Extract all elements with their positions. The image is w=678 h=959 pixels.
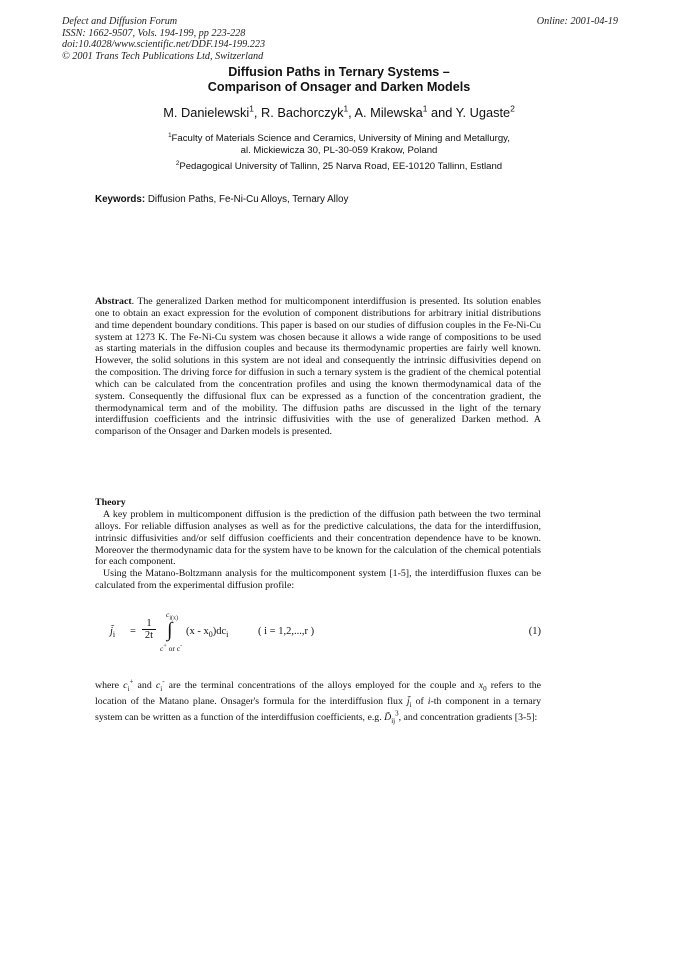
- theory-paragraph-2: Using the Matano-Boltzmann analysis for the multicomponent system [1-5], the interdiffusion fluxes can be calculated from the experimental diffusion profile:: [95, 568, 541, 592]
- affiliation-text: Pedagogical University of Tallinn, 25 Narva Road, EE-10120 Tallinn, Estland: [179, 161, 503, 172]
- abstract-text: . The generalized Darken method for multicomponent interdiffusion is presented. Its solution enables one to obtain an exact expression for the evolution of component distributions for arbitrary initial distributions and time dependent boundary conditions. This paper is based on our studies of diffusion couples in the Fe-Ni-Cu system at 1273 K. The Fe-Ni-Cu system was chosen because it allows a wide range of compositions to be used as starting materials in the diffusion couples and because its thermodynamic properties are fairly well known. However, the solid solutions in this system are not ideal and consequently the intrinsic diffusivities depend on the composition. The driving force for diffusion in such a ternary system is the gradient of the chemical potential which can be calculated from the concentration profiles and using the known thermodynamical data of the system. Consequently the diffusional flux can be expressed as a function of the concentration gradient, the thermodynamical term and of the mobility. The diffusion paths are discussed in the light of the ternary interdiffusion coefficients and the intrinsic diffusivities with the use of generalized Darken method. A comparison of the Onsager and Darken models is presented.: [95, 296, 541, 438]
- integral-upper-limit: $c_{i(x)}$: [166, 610, 179, 622]
- author-name: M. Danielewski: [163, 105, 250, 120]
- keywords-text: Diffusion Paths, Fe-Ni-Cu Alloys, Ternary Alloy: [145, 194, 349, 205]
- fraction-numerator: 1: [142, 618, 156, 630]
- keywords: [95, 194, 348, 205]
- affiliation-marker: 1: [343, 103, 349, 114]
- paragraph-after-equation: where $c_i^+$ and $c_i^-$ are the terminal concentrations of the alloys employed for the couple and $x_0$ refers to the location of the Matano plane. Onsager's formula for the interdiffusion flux $j̃_i$ of i-th component in a ternary system can be written as a function of the interdiffusion coefficients, e.g. $D̃_{ij}^3$, and concentration gradients [3-5]:: [95, 677, 542, 725]
- journal-name: Defect and Diffusion Forum: [62, 16, 178, 27]
- affiliation-marker: 1: [422, 103, 428, 114]
- symbol-ci-minus: c: [155, 680, 161, 691]
- affiliation-marker: 2: [510, 103, 515, 114]
- symbol-ci-plus: c: [123, 680, 128, 691]
- theory-body: [95, 509, 541, 592]
- keywords-label: Keywords:: [95, 194, 146, 205]
- copyright-line: © 2001 Trans Tech Publications Ltd, Switzerland: [62, 50, 264, 62]
- affiliation-address: al. Mickiewicza 30, PL-30-059 Krakow, Poland: [240, 145, 438, 156]
- index-range: ( i = 1,2,...,r ): [258, 626, 315, 637]
- author-name: , A. Milewska: [348, 105, 423, 120]
- author-name: and Y. Ugaste: [427, 105, 511, 120]
- affiliation-1: [0, 133, 678, 157]
- doi-link[interactable]: doi:10.4028/www.scientific.net/DDF.194-199.223: [62, 39, 266, 51]
- author-name: , R. Bachorczyk: [253, 105, 344, 120]
- symbol-x0: x: [478, 680, 484, 691]
- equation-1: [110, 612, 541, 662]
- section-heading-theory: Theory: [95, 497, 126, 508]
- affiliation-marker: 1: [168, 131, 172, 139]
- author-list: [0, 105, 678, 120]
- symbol-flux: j̃: [406, 695, 410, 707]
- title-line-2: Comparison of Onsager and Darken Models: [207, 79, 471, 94]
- title-line-1: Diffusion Paths in Ternary Systems –: [228, 65, 450, 79]
- issn-line: ISSN: 1662-9507, Vols. 194-199, pp 223-228: [62, 27, 246, 39]
- symbol-diffusion-coefficient: D̃: [384, 711, 392, 723]
- flux-symbol: $j̃_i$: [110, 626, 116, 640]
- affiliation-text: Faculty of Materials Science and Ceramics, University of Mining and Metallurgy,: [171, 133, 510, 144]
- equation-number: (1): [528, 626, 541, 637]
- paper-title: [0, 65, 678, 94]
- integral-sign: ∫: [167, 619, 173, 641]
- fraction: [142, 618, 156, 642]
- abstract-label: Abstract: [95, 296, 132, 307]
- journal-header: [62, 16, 265, 62]
- theory-paragraph-1: A key problem in multicomponent diffusion is the prediction of the diffusion path between the two terminal alloys. For reliable diffusion analyses as well as for the predictive calculations, the data for the interdiffusion, intrinsic diffusivities and/or self diffusion coefficients and their concentration dependence have to be known. Moreover the thermodynamic data for the system have to be known for the calculation of the chemical potentials for each component.: [95, 509, 541, 568]
- affiliation-2: [0, 161, 678, 173]
- abstract: [95, 296, 541, 438]
- equals-sign: =: [130, 626, 136, 637]
- affiliation-marker: 1: [249, 103, 254, 114]
- fraction-denominator: 2t: [144, 630, 154, 641]
- integral-lower-limit: c+ or c-: [160, 643, 183, 653]
- online-date: Online: 2001-04-19: [536, 16, 618, 27]
- integrand: $(x - x_0)dc_i$: [186, 626, 229, 640]
- affiliation-marker: 2: [175, 159, 180, 167]
